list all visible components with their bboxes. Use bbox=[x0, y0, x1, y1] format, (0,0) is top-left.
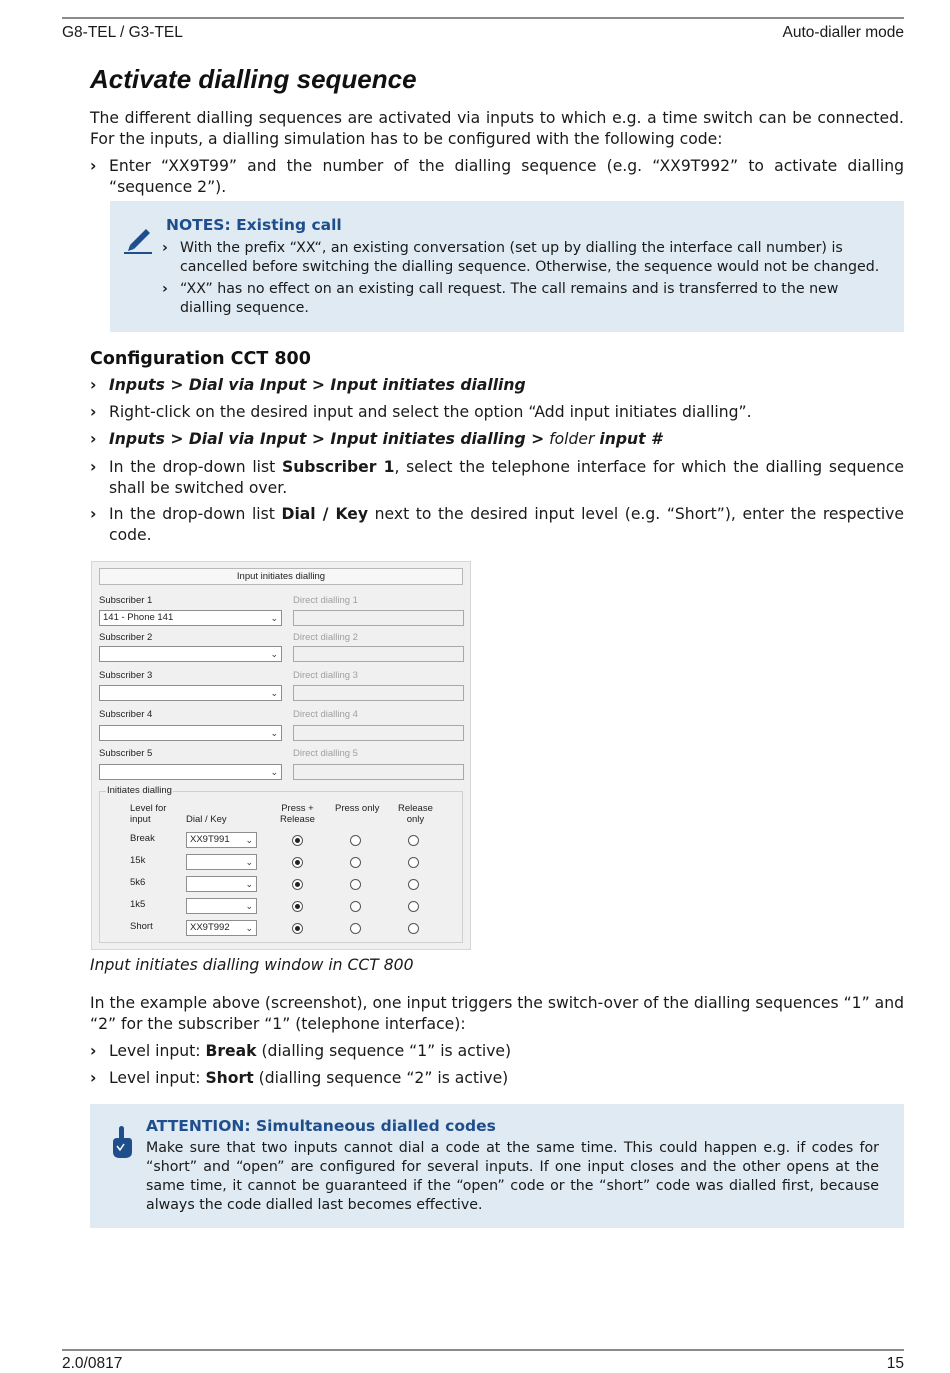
level-short-item bbox=[90, 1068, 904, 1089]
step-bold: Dial / Key bbox=[281, 505, 369, 523]
header-rule bbox=[62, 17, 904, 19]
select-value: XX9T992 bbox=[190, 922, 230, 933]
config-step-4 bbox=[90, 457, 904, 498]
footer-version: 2.0/0817 bbox=[62, 1355, 123, 1372]
press-only-radio[interactable] bbox=[350, 857, 361, 868]
dial-key-select[interactable] bbox=[186, 898, 257, 914]
level-name: 15k bbox=[130, 855, 146, 866]
chevron-right-icon: › bbox=[90, 403, 97, 421]
subscriber-1-select[interactable] bbox=[99, 610, 282, 626]
subscriber-4-select[interactable] bbox=[99, 725, 282, 741]
example-paragraph: In the example above (screenshot), one input triggers the switch-over of the dialling sequences “1” and “2” for the subscriber “1” (telephone interface): bbox=[90, 994, 904, 1033]
page-title: Activate dialling sequence bbox=[90, 64, 417, 94]
subscriber-2-select[interactable] bbox=[99, 646, 282, 662]
step-bold: Subscriber 1 bbox=[281, 458, 395, 476]
item-bold: Break bbox=[205, 1042, 257, 1060]
dial-key-select[interactable] bbox=[186, 832, 257, 848]
direct-dialling-5-field[interactable] bbox=[293, 764, 464, 780]
chevron-right-icon: › bbox=[90, 1042, 97, 1060]
page-number: 15 bbox=[886, 1355, 904, 1372]
step-text: In the drop-down list bbox=[109, 505, 275, 523]
col-press-release-header bbox=[280, 803, 315, 825]
subscriber-3-select[interactable] bbox=[99, 685, 282, 701]
header-right: Auto-dialler mode bbox=[782, 24, 904, 41]
col-release-line1: Release bbox=[398, 803, 433, 814]
release-only-radio[interactable] bbox=[408, 835, 419, 846]
notes-title: NOTES: Existing call bbox=[166, 216, 342, 234]
subscriber-label-2: Subscriber 2 bbox=[99, 632, 153, 643]
item-bold: Short bbox=[205, 1069, 254, 1087]
direct-dialling-label-1: Direct dialling 1 bbox=[293, 595, 358, 606]
chevron-down-icon: ⌄ bbox=[270, 767, 278, 777]
chevron-right-icon: › bbox=[162, 281, 168, 297]
chevron-down-icon: ⌄ bbox=[245, 857, 253, 867]
press-only-radio[interactable] bbox=[350, 923, 361, 934]
release-only-radio[interactable] bbox=[408, 923, 419, 934]
col-level-header bbox=[130, 803, 166, 825]
chevron-right-icon: › bbox=[90, 458, 97, 476]
chevron-down-icon: ⌄ bbox=[245, 923, 253, 933]
attention-box bbox=[90, 1104, 904, 1228]
notes-item-1 bbox=[162, 239, 882, 277]
config-step-5 bbox=[90, 504, 904, 545]
direct-dialling-4-field[interactable] bbox=[293, 725, 464, 741]
level-break-item bbox=[90, 1041, 904, 1062]
config-step-2 bbox=[90, 402, 904, 423]
menu-path: Inputs > Dial via Input > Input initiates dialling bbox=[109, 376, 526, 394]
level-name: Short bbox=[130, 921, 153, 932]
subscriber-label-5: Subscriber 5 bbox=[99, 748, 153, 759]
input-word: input # bbox=[599, 430, 662, 448]
step-text: , select the telephone interface for which the dialling sequence shall be switched over. bbox=[109, 458, 904, 497]
header-left: G8-TEL / G3-TEL bbox=[62, 24, 183, 41]
direct-dialling-label-4: Direct dialling 4 bbox=[293, 709, 358, 720]
chevron-down-icon: ⌄ bbox=[245, 879, 253, 889]
notes-item-text: “XX” has no effect on an existing call request. The call remains and is transferred to the new dialling sequence. bbox=[180, 281, 839, 316]
chevron-right-icon: › bbox=[90, 1069, 97, 1087]
press-only-radio[interactable] bbox=[350, 901, 361, 912]
press-release-radio[interactable] bbox=[292, 879, 303, 890]
chevron-down-icon: ⌄ bbox=[270, 728, 278, 738]
config-heading: Configuration CCT 800 bbox=[90, 349, 311, 369]
figure-caption: Input initiates dialling window in CCT 800 bbox=[90, 956, 414, 974]
config-step-path1 bbox=[90, 375, 904, 396]
chevron-right-icon: › bbox=[90, 157, 97, 175]
col-press-line1: Press + bbox=[281, 803, 314, 814]
step-text: In the drop-down list bbox=[109, 458, 276, 476]
col-level-line2: input bbox=[130, 814, 151, 825]
chevron-down-icon: ⌄ bbox=[270, 649, 278, 659]
col-level-line1: Level for bbox=[130, 803, 167, 814]
select-value: XX9T991 bbox=[190, 834, 230, 845]
chevron-right-icon: › bbox=[162, 240, 168, 256]
notes-item-2 bbox=[162, 280, 882, 318]
chevron-down-icon: ⌄ bbox=[245, 901, 253, 911]
col-release-only-header bbox=[398, 803, 433, 825]
chevron-down-icon: ⌄ bbox=[270, 688, 278, 698]
release-only-radio[interactable] bbox=[408, 857, 419, 868]
col-release-line2: only bbox=[406, 814, 425, 825]
subscriber-label-3: Subscriber 3 bbox=[99, 670, 153, 681]
dial-key-select[interactable] bbox=[186, 876, 257, 892]
item-text: Level input: bbox=[109, 1069, 201, 1087]
attention-text: Make sure that two inputs cannot dial a code at the same time. This could happen e.g. if codes for “short” and “open” are configured for several inputs. If one input closes and the other opens at the same time, it cannot be guaranteed if the “open” code or the “short” code was dialled first, because always the code dialled last becomes effective. bbox=[146, 1140, 879, 1213]
group-title: Initiates dialling bbox=[107, 785, 172, 796]
subscriber-label-4: Subscriber 4 bbox=[99, 709, 153, 720]
press-release-radio[interactable] bbox=[292, 923, 303, 934]
chevron-right-icon: › bbox=[90, 430, 97, 448]
col-press-line2: Release bbox=[280, 814, 315, 825]
press-release-radio[interactable] bbox=[292, 901, 303, 912]
footer-rule bbox=[62, 1349, 904, 1351]
config-step-path3 bbox=[90, 429, 904, 450]
menu-path: Inputs > Dial via Input > Input initiates dialling > bbox=[109, 430, 545, 448]
pointing-hand-icon bbox=[110, 1124, 134, 1160]
dial-key-select[interactable] bbox=[186, 854, 257, 870]
pencil-icon bbox=[122, 221, 156, 255]
press-release-radio[interactable] bbox=[292, 857, 303, 868]
direct-dialling-label-5: Direct dialling 5 bbox=[293, 748, 358, 759]
subscriber-label-1: Subscriber 1 bbox=[99, 595, 153, 606]
bullet-enter-code bbox=[90, 156, 904, 197]
chevron-down-icon: ⌄ bbox=[270, 613, 278, 623]
col-dial-header: Dial / Key bbox=[186, 814, 227, 825]
step-text: next to the desired input level (e.g. “Short”), enter the respective code. bbox=[109, 505, 904, 544]
window-title: Input initiates dialling bbox=[99, 568, 463, 585]
dial-key-select[interactable] bbox=[186, 920, 257, 936]
level-name: 1k5 bbox=[130, 899, 146, 910]
step-text: Right-click on the desired input and select the option “Add input initiates dialling”. bbox=[109, 403, 752, 421]
chevron-down-icon: ⌄ bbox=[245, 835, 253, 845]
direct-dialling-label-3: Direct dialling 3 bbox=[293, 670, 358, 681]
intro-paragraph: The different dialling sequences are activated via inputs to which e.g. a time switch can be connected. For the inputs, a dialling simulation has to be configured with the following code: bbox=[90, 109, 904, 148]
press-only-radio[interactable] bbox=[350, 835, 361, 846]
folder-word: folder bbox=[549, 430, 595, 448]
notes-box bbox=[110, 201, 904, 332]
col-press-only-header: Press only bbox=[335, 803, 380, 814]
select-value: 141 - Phone 141 bbox=[103, 612, 174, 623]
direct-dialling-label-2: Direct dialling 2 bbox=[293, 632, 358, 643]
item-text: (dialling sequence “1” is active) bbox=[261, 1042, 512, 1060]
item-text: Level input: bbox=[109, 1042, 201, 1060]
subscriber-5-select[interactable] bbox=[99, 764, 282, 780]
chevron-right-icon: › bbox=[90, 505, 97, 523]
level-name: 5k6 bbox=[130, 877, 146, 888]
notes-item-text: With the prefix “XX“, an existing conversation (set up by dialling the interface call number) is cancelled before switching the dialling sequence. Otherwise, the sequence would not be changed. bbox=[180, 240, 880, 275]
bullet-text: Enter “XX9T99” and the number of the dialling sequence (e.g. “XX9T992” to activate dialling “sequence 2”). bbox=[109, 157, 904, 196]
release-only-radio[interactable] bbox=[408, 879, 419, 890]
direct-dialling-1-field[interactable] bbox=[293, 610, 464, 626]
item-text: (dialling sequence “2” is active) bbox=[258, 1069, 509, 1087]
chevron-right-icon: › bbox=[90, 376, 97, 394]
direct-dialling-2-field[interactable] bbox=[293, 646, 464, 662]
level-name: Break bbox=[130, 833, 155, 844]
input-initiates-dialling-window bbox=[91, 561, 471, 950]
direct-dialling-3-field[interactable] bbox=[293, 685, 464, 701]
press-release-radio[interactable] bbox=[292, 835, 303, 846]
attention-title: ATTENTION: Simultaneous dialled codes bbox=[146, 1117, 496, 1135]
press-only-radio[interactable] bbox=[350, 879, 361, 890]
release-only-radio[interactable] bbox=[408, 901, 419, 912]
